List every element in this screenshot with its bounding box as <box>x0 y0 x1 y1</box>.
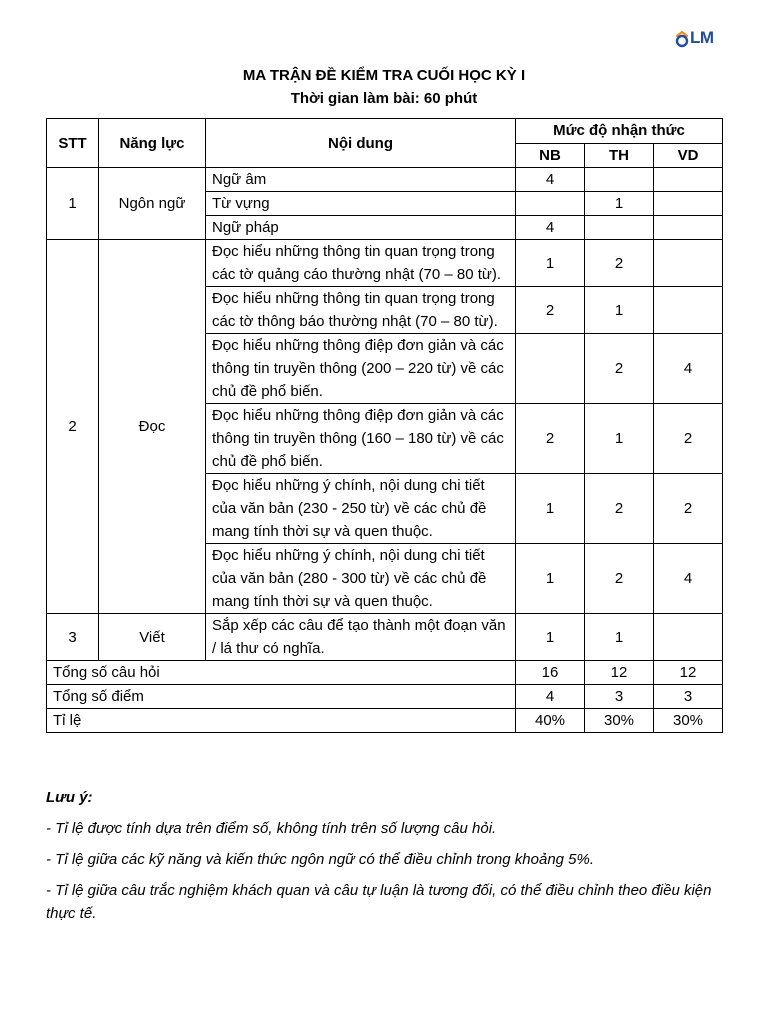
row-vd <box>654 168 723 192</box>
total-vd: 3 <box>654 685 723 709</box>
row-nb: 4 <box>516 168 585 192</box>
row-nb: 1 <box>516 614 585 661</box>
row-th: 1 <box>585 614 654 661</box>
row-th <box>585 168 654 192</box>
row-th: 2 <box>585 334 654 404</box>
total-label: Tỉ lệ <box>47 709 516 733</box>
row-content: Đọc hiểu những thông tin quan trọng trong các tờ quảng cáo thường nhật (70 – 80 từ). <box>206 240 516 287</box>
row-nb: 2 <box>516 287 585 334</box>
exam-matrix-table <box>46 118 723 733</box>
row-vd <box>654 614 723 661</box>
header-th: TH <box>585 143 654 168</box>
header-stt: STT <box>47 119 99 168</box>
row-nb: 4 <box>516 216 585 240</box>
row-vd <box>654 216 723 240</box>
row-th <box>585 216 654 240</box>
row-content: Sắp xếp các câu để tạo thành một đoạn văn / lá thư có nghĩa. <box>206 614 516 661</box>
total-nb: 40% <box>516 709 585 733</box>
row-vd: 4 <box>654 544 723 614</box>
row-content: Đọc hiểu những thông điệp đơn giản và các thông tin truyền thông (160 – 180 từ) về các chủ đề phổ biến. <box>206 404 516 474</box>
group-name: Ngôn ngữ <box>99 168 206 240</box>
row-content: Đọc hiểu những ý chính, nội dung chi tiết của văn bản (230 - 250 từ) về các chủ đề mang tính thời sự và quen thuộc. <box>206 474 516 544</box>
group-stt: 1 <box>47 168 99 240</box>
document-title: MA TRẬN ĐỀ KIỂM TRA CUỐI HỌC KỲ I <box>242 67 526 84</box>
total-nb: 16 <box>516 661 585 685</box>
row-th: 1 <box>585 192 654 216</box>
logo-mark-icon <box>674 27 690 49</box>
document-header <box>0 64 768 110</box>
note-item: - Tỉ lệ giữa câu trắc nghiệm khách quan và câu tự luận là tương đối, có thể điều chỉnh theo điều kiện thực tế. <box>46 882 712 922</box>
header-vd: VD <box>654 143 723 168</box>
note-item: - Tỉ lệ giữa các kỹ năng và kiến thức ngôn ngữ có thể điều chỉnh trong khoảng 5%. <box>46 851 595 868</box>
table-row <box>47 614 723 661</box>
group-name: Viết <box>99 614 206 661</box>
row-nb: 2 <box>516 404 585 474</box>
row-nb <box>516 192 585 216</box>
row-content: Ngữ pháp <box>206 216 516 240</box>
header-nang-luc: Năng lực <box>99 119 206 168</box>
header-noi-dung: Nội dung <box>206 119 516 168</box>
row-th: 2 <box>585 544 654 614</box>
notes-title: Lưu ý: <box>46 789 93 806</box>
document-subtitle: Thời gian làm bài: 60 phút <box>290 90 478 107</box>
row-vd: 4 <box>654 334 723 404</box>
row-nb <box>516 334 585 404</box>
group-stt: 2 <box>47 240 99 614</box>
row-nb: 1 <box>516 240 585 287</box>
table-row <box>47 168 723 192</box>
row-content: Từ vựng <box>206 192 516 216</box>
row-nb: 1 <box>516 544 585 614</box>
total-vd: 30% <box>654 709 723 733</box>
row-content: Ngữ âm <box>206 168 516 192</box>
total-th: 30% <box>585 709 654 733</box>
row-vd <box>654 240 723 287</box>
total-row <box>47 661 723 685</box>
row-th: 2 <box>585 240 654 287</box>
row-nb: 1 <box>516 474 585 544</box>
row-vd: 2 <box>654 404 723 474</box>
table-header-row <box>47 119 723 144</box>
group-name: Đọc <box>99 240 206 614</box>
row-vd <box>654 287 723 334</box>
logo-text: LM <box>690 28 714 47</box>
header-nb: NB <box>516 143 585 168</box>
row-th: 1 <box>585 404 654 474</box>
note-item: - Tỉ lệ được tính dựa trên điểm số, không tính trên số lượng câu hỏi. <box>46 820 497 837</box>
row-vd: 2 <box>654 474 723 544</box>
total-row <box>47 709 723 733</box>
row-content: Đọc hiểu những ý chính, nội dung chi tiết của văn bản (280 - 300 từ) về các chủ đề mang tính thời sự và quen thuộc. <box>206 544 516 614</box>
row-th: 1 <box>585 287 654 334</box>
olm-logo <box>674 27 720 49</box>
notes-section <box>46 786 722 933</box>
row-th: 2 <box>585 474 654 544</box>
row-content: Đọc hiểu những thông điệp đơn giản và các thông tin truyền thông (200 – 220 từ) về các chủ đề phổ biến. <box>206 334 516 404</box>
header-muc-do: Mức độ nhận thức <box>516 119 723 144</box>
table-row <box>47 240 723 287</box>
total-vd: 12 <box>654 661 723 685</box>
group-stt: 3 <box>47 614 99 661</box>
row-content: Đọc hiểu những thông tin quan trọng trong các tờ thông báo thường nhật (70 – 80 từ). <box>206 287 516 334</box>
total-label: Tổng số câu hỏi <box>47 661 516 685</box>
total-nb: 4 <box>516 685 585 709</box>
total-row <box>47 685 723 709</box>
total-th: 12 <box>585 661 654 685</box>
total-th: 3 <box>585 685 654 709</box>
row-vd <box>654 192 723 216</box>
total-label: Tổng số điểm <box>47 685 516 709</box>
